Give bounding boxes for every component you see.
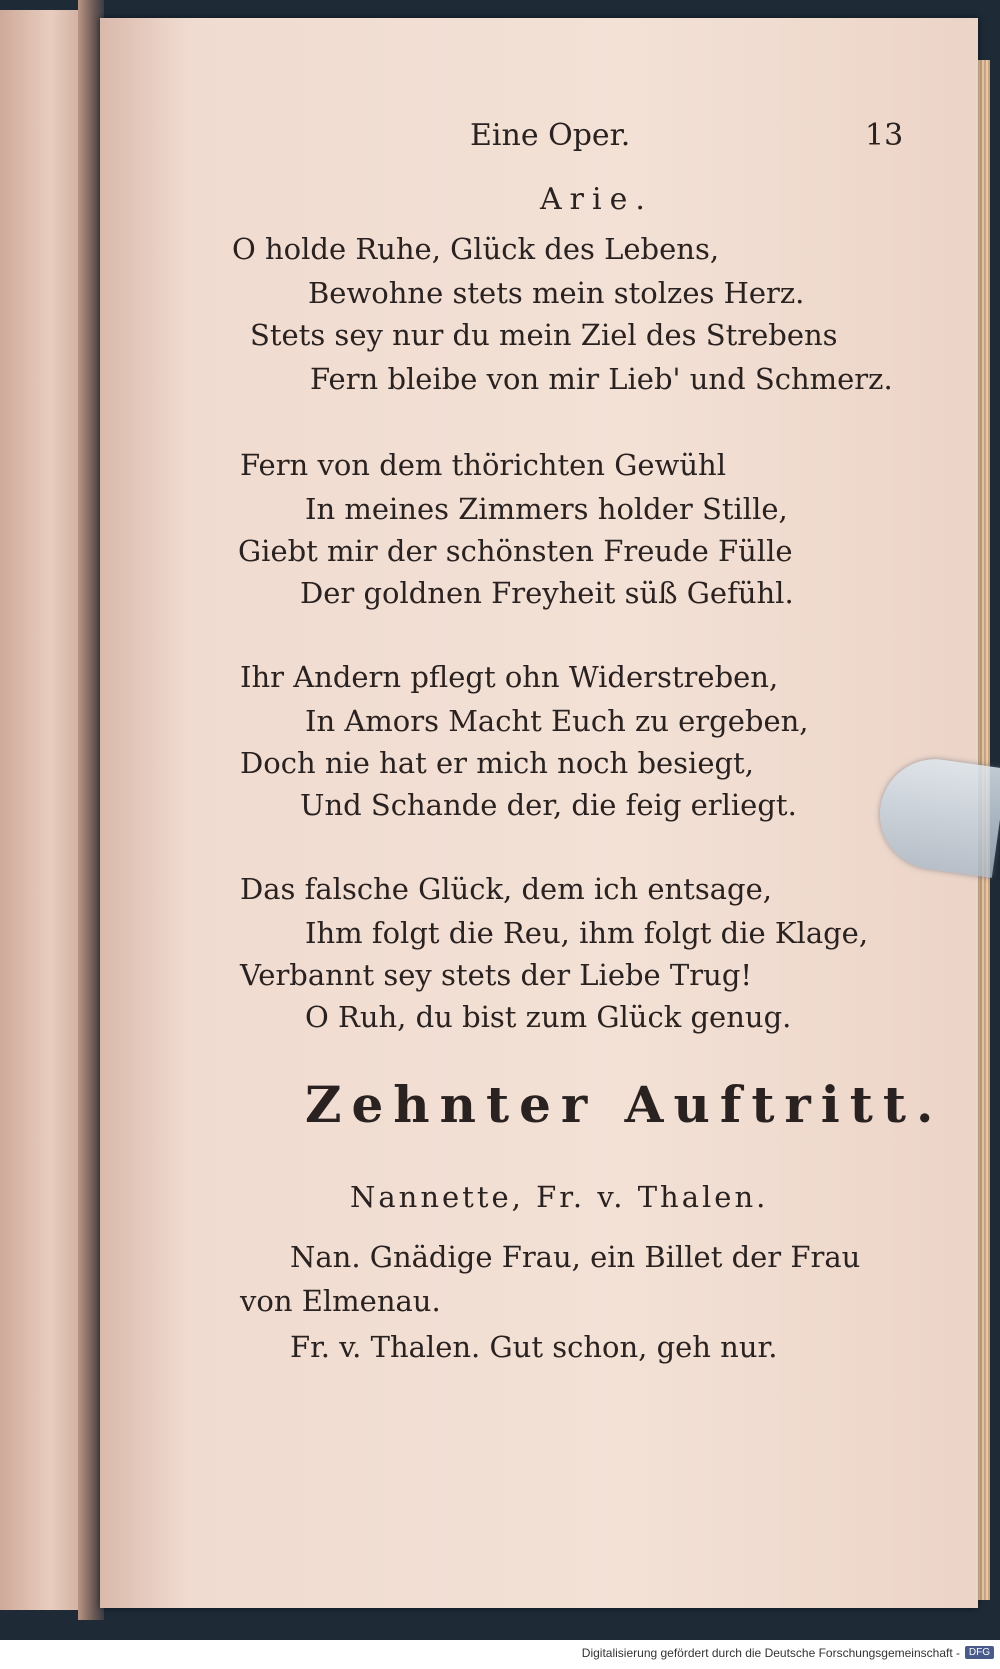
verse-line: Ihr Andern pflegt ohn Widerstreben,: [240, 660, 779, 694]
dialogue-line: Fr. v. Thalen. Gut schon, geh nur.: [290, 1330, 778, 1364]
verse-line: Fern bleibe von mir Lieb' und Schmerz.: [310, 362, 893, 396]
footer-credit: Digitalisierung gefördert durch die Deutsche Forschungsgemeinschaft -: [581, 1646, 960, 1660]
verse-line: Das falsche Glück, dem ich entsage,: [240, 872, 772, 906]
running-head: Eine Oper.: [470, 118, 631, 153]
verse-line: Bewohne stets mein stolzes Herz.: [308, 276, 805, 310]
verse-line: In Amors Macht Euch zu ergeben,: [305, 704, 809, 738]
verse-line: Und Schande der, die feig erliegt.: [300, 788, 797, 822]
verse-line: Ihm folgt die Reu, ihm folgt die Klage,: [305, 916, 869, 950]
scene-title: Zehnter Auftritt.: [305, 1075, 944, 1134]
footer-bar: [0, 1640, 1000, 1669]
verse-line: Giebt mir der schönsten Freude Fülle: [238, 534, 793, 568]
verse-line: In meines Zimmers holder Stille,: [305, 492, 788, 526]
scene-cast: Nannette, Fr. v. Thalen.: [350, 1180, 769, 1214]
bleed-through-text: [700, 178, 717, 237]
verse-line: O Ruh, du bist zum Glück genug.: [305, 1000, 792, 1034]
verse-line: Stets sey nur du mein Ziel des Strebens: [250, 318, 838, 352]
dialogue-line: von Elmenau.: [240, 1284, 441, 1318]
verse-line: O holde Ruhe, Glück des Lebens,: [232, 232, 720, 266]
verse-line: Der goldnen Freyheit süß Gefühl.: [300, 576, 794, 610]
aria-heading: Arie.: [540, 182, 653, 217]
verse-line: Fern von dem thörichten Gewühl: [240, 448, 726, 482]
verse-line: Verbannt sey stets der Liebe Trug!: [240, 958, 753, 992]
page-number: 13: [865, 118, 904, 153]
verse-line: Doch nie hat er mich noch besiegt,: [240, 746, 754, 780]
dialogue-line: Nan. Gnädige Frau, ein Billet der Frau: [290, 1240, 861, 1274]
dfg-logo: DFG: [965, 1646, 994, 1659]
